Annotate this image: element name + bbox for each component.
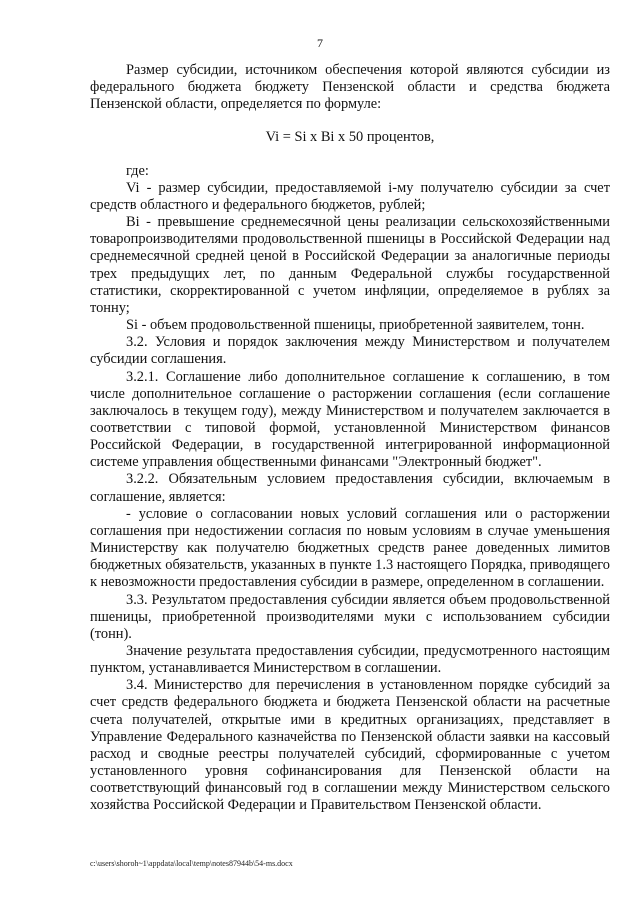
document-body [90,62,610,815]
paragraph-result-value: Значение результата предоставления субсидии, предусмотренного настоящим пунктом, устанавливается Министерством в соглашении. [90,643,610,677]
footer-file-path: c:\users\shoroh~1\appdata\local\temp\notes87944b\54-ms.docx [90,859,293,868]
paragraph-3-2-2: 3.2.2. Обязательным условием предоставления субсидии, включаемым в соглашение, является: [90,471,610,505]
paragraph-3-3: 3.3. Результатом предоставления субсидии является объем продовольственной пшеницы, приобретенной производителями муки с использованием субсидии (тонн). [90,591,610,642]
paragraph-si-definition: Si - объем продовольственной пшеницы, приобретенной заявителем, тонн. [126,317,585,334]
paragraph-vi-definition: Vi - размер субсидии, предоставляемой i-му получателю субсидии за счет средств областного и федерального бюджетов, рублей; [90,179,610,213]
paragraph-bi-definition: Bi - превышение среднемесячной цены реализации сельскохозяйственными товаропроизводителями продовольственной пшеницы в Российской Федерации над среднемесячной средней ценой в Российской Федерации за аналогичные периоды трех предыдущих лет, по данным Федеральной службы государственной статистики, скорректированной с учетом инфляции, определяемое в рублях за тонну; [90,214,610,316]
formula: Vi = Si x Bi x 50 процентов, [265,129,435,146]
paragraph-3-2: 3.2. Условия и порядок заключения между Министерством и получателем субсидии соглашения. [90,334,610,368]
page-number: 7 [317,36,323,50]
paragraph-3-2-1: 3.2.1. Соглашение либо дополнительное соглашение к соглашению, в том числе дополнительное соглашение о расторжении соглашения (если соглашение заключалось в текущем году), между Министерством и получателем заключается в соответствии с типовой формой, установленной Министерством финансов Российской Федерации, в государственной интегрированной информационной системе управления общественными финансами "Электронный бюджет". [90,368,610,471]
paragraph-subsidy-size: Размер субсидии, источником обеспечения которой являются субсидии из федерального бюджета бюджету Пензенской области и средства бюджета Пензенской области, определяется по формуле: [90,62,610,113]
paragraph-where: где: [126,162,149,179]
paragraph-condition: - условие о согласовании новых условий соглашения или о расторжении соглашения при недостижении согласия по новым условиям в случае уменьшения Министерству как получателю бюджетных средств ранее доведенных лимитов бюджетных обязательств, указанных в пункте 1.3 настоящего Порядка, приводящего к невозможности предоставления субсидии в размере, определенном в соглашении. [90,505,610,591]
paragraph-3-4: 3.4. Министерство для перечисления в установленном порядке субсидий за счет средств федерального бюджета и бюджета Пензенской области на расчетные счета получателей, открытые ими в кредитных организациях, представляет в Управление Федерального казначейства по Пензенской области заявки на кассовый расход и сводные реестры получателей субсидий, сформированные с учетом установленного уровня софинансирования для Пензенской области на соответствующий финансовый год в соглашении между Министерством сельского хозяйства Российской Федерации и Правительством Пензенской области. [90,677,610,814]
